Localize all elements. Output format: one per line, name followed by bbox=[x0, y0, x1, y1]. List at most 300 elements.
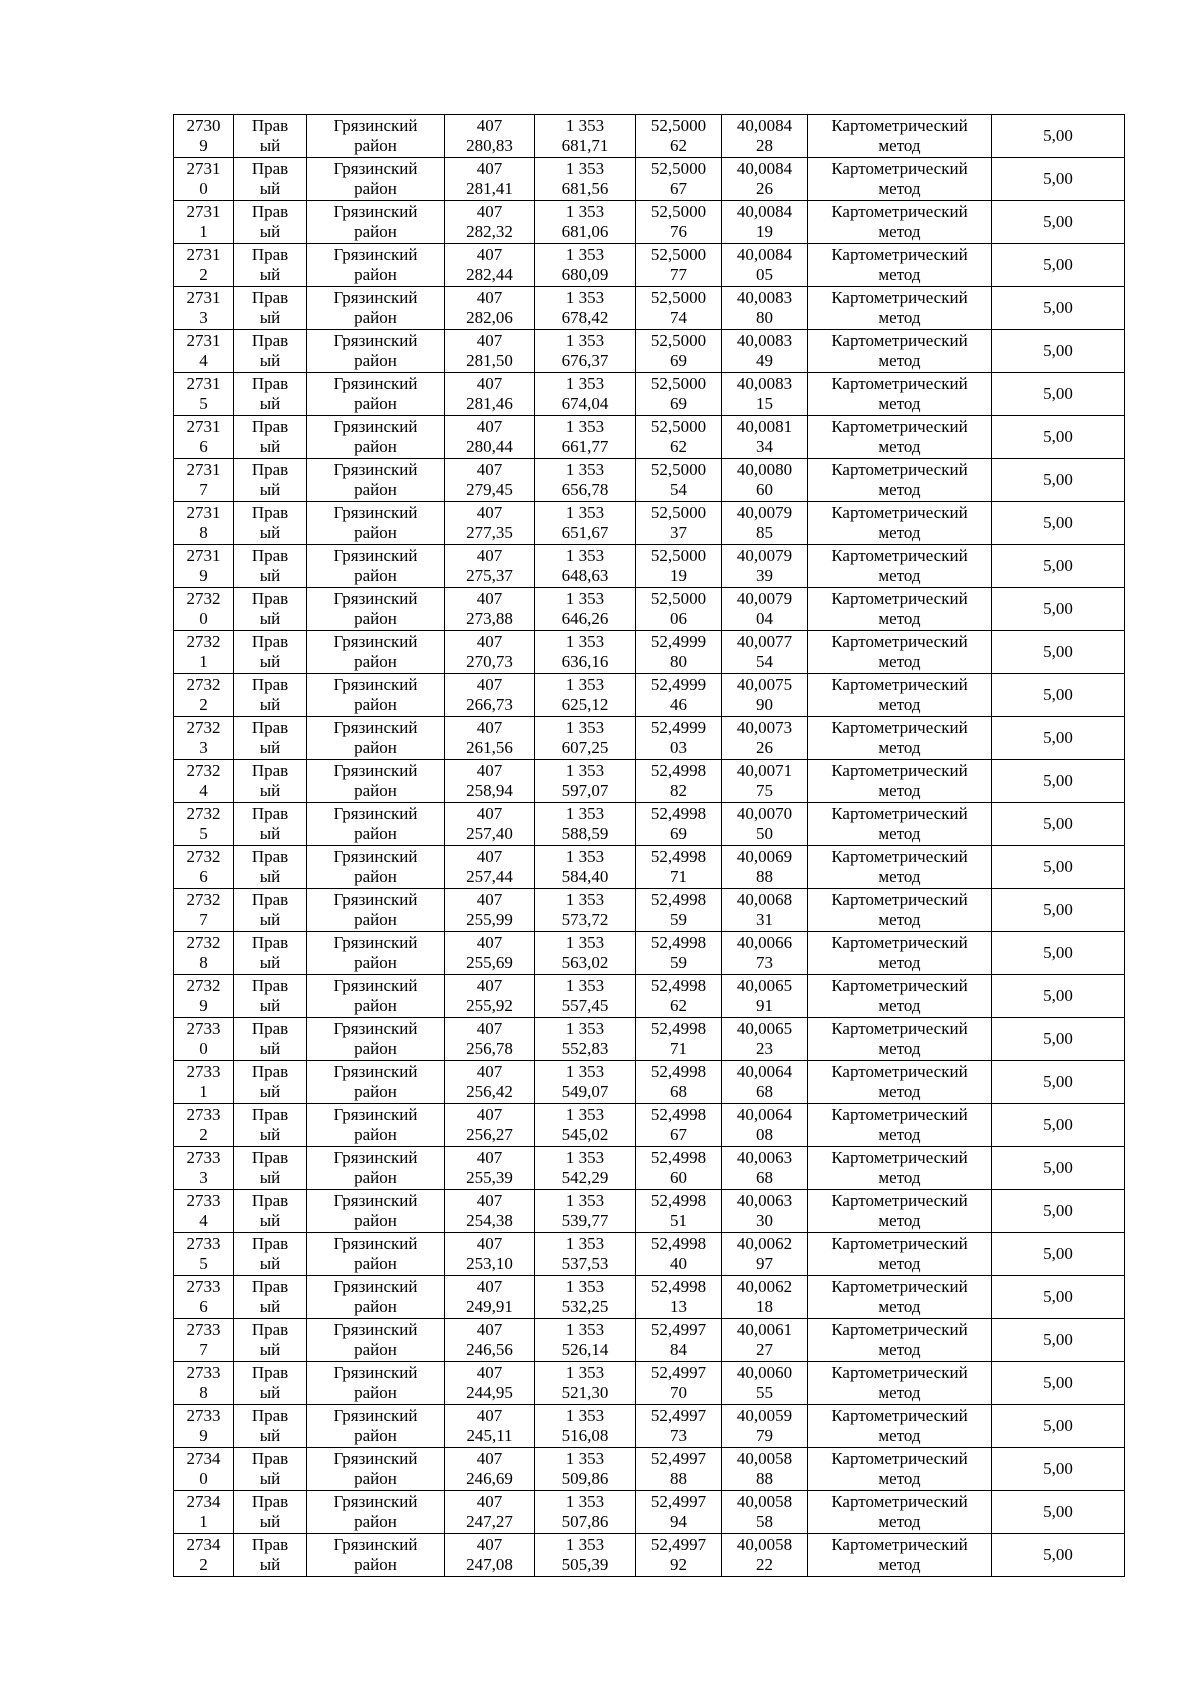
cell-lat bbox=[636, 846, 722, 889]
cell-value bbox=[992, 588, 1125, 631]
cell-text: Грязинский район bbox=[333, 1019, 418, 1058]
table-row bbox=[174, 1534, 1125, 1577]
cell-text: 52,4998 82 bbox=[650, 761, 707, 800]
table-row bbox=[174, 760, 1125, 803]
cell-value bbox=[992, 889, 1125, 932]
cell-text: Прав ый bbox=[251, 1191, 289, 1230]
cell-text: 2732 4 bbox=[186, 761, 221, 800]
table-row bbox=[174, 889, 1125, 932]
cell-text: 52,4997 88 bbox=[650, 1449, 707, 1488]
cell-text: 1 353 516,08 bbox=[561, 1406, 609, 1445]
cell-text: 2731 1 bbox=[186, 202, 221, 241]
cell-id bbox=[174, 803, 234, 846]
cell-text: 407 273,88 bbox=[466, 589, 513, 628]
cell-side bbox=[234, 760, 307, 803]
cell-text: 407 247,08 bbox=[466, 1535, 513, 1574]
cell-lon bbox=[722, 1534, 808, 1577]
cell-text: 5,00 bbox=[1043, 298, 1073, 317]
cell-lon bbox=[722, 373, 808, 416]
cell-x bbox=[445, 1362, 535, 1405]
table-row bbox=[174, 1061, 1125, 1104]
table-row bbox=[174, 287, 1125, 330]
cell-text: Грязинский район bbox=[333, 1449, 418, 1488]
cell-y bbox=[535, 1362, 636, 1405]
cell-text: 2733 2 bbox=[186, 1105, 221, 1144]
cell-lon bbox=[722, 674, 808, 717]
cell-method bbox=[808, 1233, 992, 1276]
table-row bbox=[174, 459, 1125, 502]
cell-id bbox=[174, 1018, 234, 1061]
cell-method bbox=[808, 201, 992, 244]
cell-text: Прав ый bbox=[251, 546, 289, 585]
cell-text: 1 353 681,71 bbox=[561, 116, 609, 155]
cell-text: 1 353 532,25 bbox=[561, 1277, 609, 1316]
cell-text: 40,0084 26 bbox=[736, 159, 793, 198]
table-row bbox=[174, 373, 1125, 416]
cell-lon bbox=[722, 1190, 808, 1233]
cell-x bbox=[445, 717, 535, 760]
cell-y bbox=[535, 631, 636, 674]
cell-district bbox=[307, 803, 445, 846]
cell-x bbox=[445, 631, 535, 674]
cell-lat bbox=[636, 244, 722, 287]
cell-text: 5,00 bbox=[1043, 599, 1073, 618]
cell-text: 2733 7 bbox=[186, 1320, 221, 1359]
cell-text: 52,4998 71 bbox=[650, 1019, 707, 1058]
cell-lat bbox=[636, 1018, 722, 1061]
cell-text: 52,4997 73 bbox=[650, 1406, 707, 1445]
cell-text: Картометрический метод bbox=[831, 417, 968, 456]
cell-y bbox=[535, 1018, 636, 1061]
cell-text: 407 249,91 bbox=[466, 1277, 513, 1316]
cell-text: 2731 6 bbox=[186, 417, 221, 456]
cell-id bbox=[174, 889, 234, 932]
cell-district bbox=[307, 1362, 445, 1405]
coordinates-table bbox=[173, 114, 1125, 1577]
cell-text: 40,0083 49 bbox=[736, 331, 793, 370]
cell-lon bbox=[722, 1147, 808, 1190]
cell-district bbox=[307, 158, 445, 201]
cell-text: 1 353 646,26 bbox=[561, 589, 609, 628]
cell-method bbox=[808, 1534, 992, 1577]
cell-text: 1 353 674,04 bbox=[561, 374, 609, 413]
cell-text: 52,4998 68 bbox=[650, 1062, 707, 1101]
cell-method bbox=[808, 717, 992, 760]
cell-text: Прав ый bbox=[251, 288, 289, 327]
cell-text: Прав ый bbox=[251, 1406, 289, 1445]
cell-text: 5,00 bbox=[1043, 986, 1073, 1005]
cell-text: Прав ый bbox=[251, 245, 289, 284]
cell-lat bbox=[636, 158, 722, 201]
cell-district bbox=[307, 1448, 445, 1491]
cell-side bbox=[234, 717, 307, 760]
cell-district bbox=[307, 373, 445, 416]
cell-text: 52,4999 46 bbox=[650, 675, 707, 714]
cell-text: Прав ый bbox=[251, 1363, 289, 1402]
cell-text: 40,0062 18 bbox=[736, 1277, 793, 1316]
cell-method bbox=[808, 1061, 992, 1104]
cell-text: 407 255,69 bbox=[466, 933, 513, 972]
cell-text: 5,00 bbox=[1043, 771, 1073, 790]
cell-method bbox=[808, 1319, 992, 1362]
cell-x bbox=[445, 889, 535, 932]
cell-y bbox=[535, 287, 636, 330]
cell-x bbox=[445, 1061, 535, 1104]
cell-y bbox=[535, 330, 636, 373]
cell-text: 2732 3 bbox=[186, 718, 221, 757]
cell-text: Прав ый bbox=[251, 1234, 289, 1273]
cell-text: Картометрический метод bbox=[831, 1363, 968, 1402]
cell-text: 40,0058 22 bbox=[736, 1535, 793, 1574]
cell-method bbox=[808, 975, 992, 1018]
cell-id bbox=[174, 932, 234, 975]
cell-x bbox=[445, 1405, 535, 1448]
cell-lat bbox=[636, 1147, 722, 1190]
cell-value bbox=[992, 1233, 1125, 1276]
cell-lat bbox=[636, 1534, 722, 1577]
cell-district bbox=[307, 717, 445, 760]
cell-side bbox=[234, 1147, 307, 1190]
cell-text: 40,0058 58 bbox=[736, 1492, 793, 1531]
table-row bbox=[174, 846, 1125, 889]
cell-y bbox=[535, 846, 636, 889]
cell-text: 40,0068 31 bbox=[736, 890, 793, 929]
cell-text: 5,00 bbox=[1043, 1158, 1073, 1177]
cell-text: 52,5000 77 bbox=[650, 245, 707, 284]
cell-id bbox=[174, 416, 234, 459]
cell-text: 40,0064 08 bbox=[736, 1105, 793, 1144]
cell-y bbox=[535, 932, 636, 975]
cell-text: 40,0062 97 bbox=[736, 1234, 793, 1273]
cell-text: 5,00 bbox=[1043, 212, 1073, 231]
cell-lon bbox=[722, 330, 808, 373]
cell-y bbox=[535, 201, 636, 244]
cell-text: Картометрический метод bbox=[831, 1191, 968, 1230]
cell-text: 1 353 563,02 bbox=[561, 933, 609, 972]
cell-text: Картометрический метод bbox=[831, 503, 968, 542]
cell-side bbox=[234, 846, 307, 889]
cell-text: Прав ый bbox=[251, 503, 289, 542]
cell-text: Грязинский район bbox=[333, 374, 418, 413]
cell-id bbox=[174, 459, 234, 502]
cell-text: 2733 6 bbox=[186, 1277, 221, 1316]
cell-value bbox=[992, 201, 1125, 244]
cell-text: Прав ый bbox=[251, 804, 289, 843]
cell-method bbox=[808, 545, 992, 588]
cell-district bbox=[307, 1061, 445, 1104]
cell-lon bbox=[722, 459, 808, 502]
cell-text: 40,0071 75 bbox=[736, 761, 793, 800]
cell-text: 1 353 651,67 bbox=[561, 503, 609, 542]
cell-district bbox=[307, 115, 445, 158]
cell-id bbox=[174, 1319, 234, 1362]
cell-method bbox=[808, 1491, 992, 1534]
cell-text: 407 256,27 bbox=[466, 1105, 513, 1144]
cell-text: 1 353 539,77 bbox=[561, 1191, 609, 1230]
cell-text: Грязинский район bbox=[333, 718, 418, 757]
cell-lat bbox=[636, 631, 722, 674]
cell-value bbox=[992, 1276, 1125, 1319]
cell-lon bbox=[722, 588, 808, 631]
cell-method bbox=[808, 1018, 992, 1061]
cell-text: 407 255,92 bbox=[466, 976, 513, 1015]
cell-text: 40,0075 90 bbox=[736, 675, 793, 714]
cell-text: Грязинский район bbox=[333, 1191, 418, 1230]
cell-method bbox=[808, 1448, 992, 1491]
cell-text: Прав ый bbox=[251, 1105, 289, 1144]
cell-text: 40,0064 68 bbox=[736, 1062, 793, 1101]
cell-id bbox=[174, 975, 234, 1018]
cell-text: Прав ый bbox=[251, 1492, 289, 1531]
cell-text: 1 353 648,63 bbox=[561, 546, 609, 585]
cell-value bbox=[992, 760, 1125, 803]
cell-y bbox=[535, 1104, 636, 1147]
cell-lat bbox=[636, 760, 722, 803]
cell-x bbox=[445, 1190, 535, 1233]
cell-lon bbox=[722, 115, 808, 158]
cell-value bbox=[992, 631, 1125, 674]
cell-id bbox=[174, 158, 234, 201]
cell-text: 5,00 bbox=[1043, 126, 1073, 145]
cell-text: 5,00 bbox=[1043, 1201, 1073, 1220]
cell-lat bbox=[636, 889, 722, 932]
cell-x bbox=[445, 330, 535, 373]
cell-text: 40,0079 04 bbox=[736, 589, 793, 628]
cell-y bbox=[535, 416, 636, 459]
cell-district bbox=[307, 588, 445, 631]
cell-id bbox=[174, 201, 234, 244]
cell-text: 2732 5 bbox=[186, 804, 221, 843]
cell-x bbox=[445, 1104, 535, 1147]
cell-side bbox=[234, 932, 307, 975]
cell-text: Прав ый bbox=[251, 460, 289, 499]
cell-x bbox=[445, 1147, 535, 1190]
cell-side bbox=[234, 889, 307, 932]
cell-method bbox=[808, 846, 992, 889]
cell-text: 40,0060 55 bbox=[736, 1363, 793, 1402]
cell-method bbox=[808, 115, 992, 158]
cell-district bbox=[307, 1147, 445, 1190]
cell-lon bbox=[722, 1061, 808, 1104]
cell-y bbox=[535, 674, 636, 717]
cell-side bbox=[234, 1534, 307, 1577]
cell-text: 407 253,10 bbox=[466, 1234, 513, 1273]
cell-side bbox=[234, 588, 307, 631]
cell-district bbox=[307, 201, 445, 244]
cell-side bbox=[234, 1405, 307, 1448]
cell-text: 1 353 521,30 bbox=[561, 1363, 609, 1402]
cell-text: 52,4998 51 bbox=[650, 1191, 707, 1230]
cell-text: 407 246,56 bbox=[466, 1320, 513, 1359]
cell-side bbox=[234, 330, 307, 373]
cell-method bbox=[808, 459, 992, 502]
cell-text: 1 353 573,72 bbox=[561, 890, 609, 929]
cell-lon bbox=[722, 1233, 808, 1276]
cell-lon bbox=[722, 201, 808, 244]
cell-text: 1 353 656,78 bbox=[561, 460, 609, 499]
cell-text: 40,0058 88 bbox=[736, 1449, 793, 1488]
cell-x bbox=[445, 1534, 535, 1577]
cell-y bbox=[535, 717, 636, 760]
cell-text: 2732 9 bbox=[186, 976, 221, 1015]
cell-id bbox=[174, 502, 234, 545]
cell-value bbox=[992, 803, 1125, 846]
cell-y bbox=[535, 803, 636, 846]
table-row bbox=[174, 1233, 1125, 1276]
cell-side bbox=[234, 674, 307, 717]
cell-text: 407 255,99 bbox=[466, 890, 513, 929]
cell-y bbox=[535, 459, 636, 502]
cell-text: 2731 7 bbox=[186, 460, 221, 499]
cell-text: 1 353 545,02 bbox=[561, 1105, 609, 1144]
cell-y bbox=[535, 889, 636, 932]
cell-text: 52,4998 67 bbox=[650, 1105, 707, 1144]
cell-text: 407 282,32 bbox=[466, 202, 513, 241]
cell-side bbox=[234, 975, 307, 1018]
cell-text: 52,5000 69 bbox=[650, 374, 707, 413]
cell-side bbox=[234, 803, 307, 846]
cell-y bbox=[535, 760, 636, 803]
cell-text: Картометрический метод bbox=[831, 1148, 968, 1187]
cell-side bbox=[234, 1319, 307, 1362]
table-row bbox=[174, 244, 1125, 287]
cell-text: 52,5000 62 bbox=[650, 116, 707, 155]
cell-id bbox=[174, 760, 234, 803]
cell-lon bbox=[722, 502, 808, 545]
cell-text: Картометрический метод bbox=[831, 847, 968, 886]
cell-lat bbox=[636, 674, 722, 717]
cell-text: 1 353 507,86 bbox=[561, 1492, 609, 1531]
cell-text: 1 353 678,42 bbox=[561, 288, 609, 327]
cell-side bbox=[234, 1061, 307, 1104]
cell-lon bbox=[722, 975, 808, 1018]
cell-y bbox=[535, 115, 636, 158]
cell-method bbox=[808, 803, 992, 846]
cell-id bbox=[174, 1448, 234, 1491]
cell-id bbox=[174, 588, 234, 631]
cell-side bbox=[234, 201, 307, 244]
cell-text: 1 353 625,12 bbox=[561, 675, 609, 714]
table-row bbox=[174, 975, 1125, 1018]
cell-value bbox=[992, 1190, 1125, 1233]
cell-text: Грязинский район bbox=[333, 1234, 418, 1273]
cell-x bbox=[445, 1233, 535, 1276]
cell-text: 407 281,50 bbox=[466, 331, 513, 370]
cell-text: 5,00 bbox=[1043, 1545, 1073, 1564]
cell-id bbox=[174, 1147, 234, 1190]
cell-district bbox=[307, 631, 445, 674]
cell-side bbox=[234, 373, 307, 416]
cell-side bbox=[234, 1362, 307, 1405]
cell-text: Картометрический метод bbox=[831, 632, 968, 671]
cell-text: 52,5000 19 bbox=[650, 546, 707, 585]
cell-text: 52,4998 40 bbox=[650, 1234, 707, 1273]
cell-y bbox=[535, 1190, 636, 1233]
cell-text: 52,4998 71 bbox=[650, 847, 707, 886]
cell-text: 5,00 bbox=[1043, 1502, 1073, 1521]
cell-side bbox=[234, 1276, 307, 1319]
table-row bbox=[174, 674, 1125, 717]
cell-text: 40,0077 54 bbox=[736, 632, 793, 671]
cell-lon bbox=[722, 932, 808, 975]
cell-text: Прав ый bbox=[251, 202, 289, 241]
cell-y bbox=[535, 373, 636, 416]
cell-text: Картометрический метод bbox=[831, 1234, 968, 1273]
cell-side bbox=[234, 545, 307, 588]
cell-method bbox=[808, 330, 992, 373]
cell-text: 5,00 bbox=[1043, 728, 1073, 747]
cell-side bbox=[234, 1491, 307, 1534]
cell-lat bbox=[636, 373, 722, 416]
cell-text: 407 256,42 bbox=[466, 1062, 513, 1101]
cell-text: 5,00 bbox=[1043, 1029, 1073, 1048]
cell-text: 5,00 bbox=[1043, 1287, 1073, 1306]
cell-lat bbox=[636, 287, 722, 330]
cell-text: Прав ый bbox=[251, 1449, 289, 1488]
cell-value bbox=[992, 1491, 1125, 1534]
cell-text: 5,00 bbox=[1043, 1244, 1073, 1263]
cell-text: 52,4997 84 bbox=[650, 1320, 707, 1359]
cell-text: Грязинский район bbox=[333, 288, 418, 327]
cell-text: Грязинский район bbox=[333, 976, 418, 1015]
cell-text: Картометрический метод bbox=[831, 1406, 968, 1445]
cell-text: Грязинский район bbox=[333, 331, 418, 370]
cell-id bbox=[174, 1061, 234, 1104]
table-row bbox=[174, 1276, 1125, 1319]
cell-value bbox=[992, 1534, 1125, 1577]
cell-text: 407 257,40 bbox=[466, 804, 513, 843]
cell-x bbox=[445, 244, 535, 287]
cell-text: Грязинский район bbox=[333, 1406, 418, 1445]
cell-text: 2732 6 bbox=[186, 847, 221, 886]
cell-x bbox=[445, 1319, 535, 1362]
cell-value bbox=[992, 674, 1125, 717]
cell-text: 40,0073 26 bbox=[736, 718, 793, 757]
cell-text: Картометрический метод bbox=[831, 288, 968, 327]
cell-id bbox=[174, 1276, 234, 1319]
cell-text: Грязинский район bbox=[333, 417, 418, 456]
cell-text: 2731 3 bbox=[186, 288, 221, 327]
table-body bbox=[174, 115, 1125, 1577]
cell-text: Картометрический метод bbox=[831, 460, 968, 499]
cell-text: 407 279,45 bbox=[466, 460, 513, 499]
cell-value bbox=[992, 1147, 1125, 1190]
cell-text: Прав ый bbox=[251, 1062, 289, 1101]
cell-text: 52,5000 62 bbox=[650, 417, 707, 456]
cell-text: Прав ый bbox=[251, 675, 289, 714]
cell-text: 407 246,69 bbox=[466, 1449, 513, 1488]
cell-text: Картометрический метод bbox=[831, 1277, 968, 1316]
cell-method bbox=[808, 502, 992, 545]
cell-id bbox=[174, 631, 234, 674]
cell-text: Картометрический метод bbox=[831, 933, 968, 972]
cell-text: 52,5000 74 bbox=[650, 288, 707, 327]
cell-text: Грязинский район bbox=[333, 159, 418, 198]
cell-district bbox=[307, 330, 445, 373]
cell-y bbox=[535, 502, 636, 545]
table-row bbox=[174, 1448, 1125, 1491]
cell-text: 407 258,94 bbox=[466, 761, 513, 800]
cell-id bbox=[174, 1233, 234, 1276]
cell-text: 52,5000 54 bbox=[650, 460, 707, 499]
cell-lat bbox=[636, 1190, 722, 1233]
cell-value bbox=[992, 115, 1125, 158]
cell-text: 1 353 509,86 bbox=[561, 1449, 609, 1488]
cell-lat bbox=[636, 803, 722, 846]
cell-text: 52,5000 76 bbox=[650, 202, 707, 241]
cell-lon bbox=[722, 244, 808, 287]
cell-lon bbox=[722, 545, 808, 588]
